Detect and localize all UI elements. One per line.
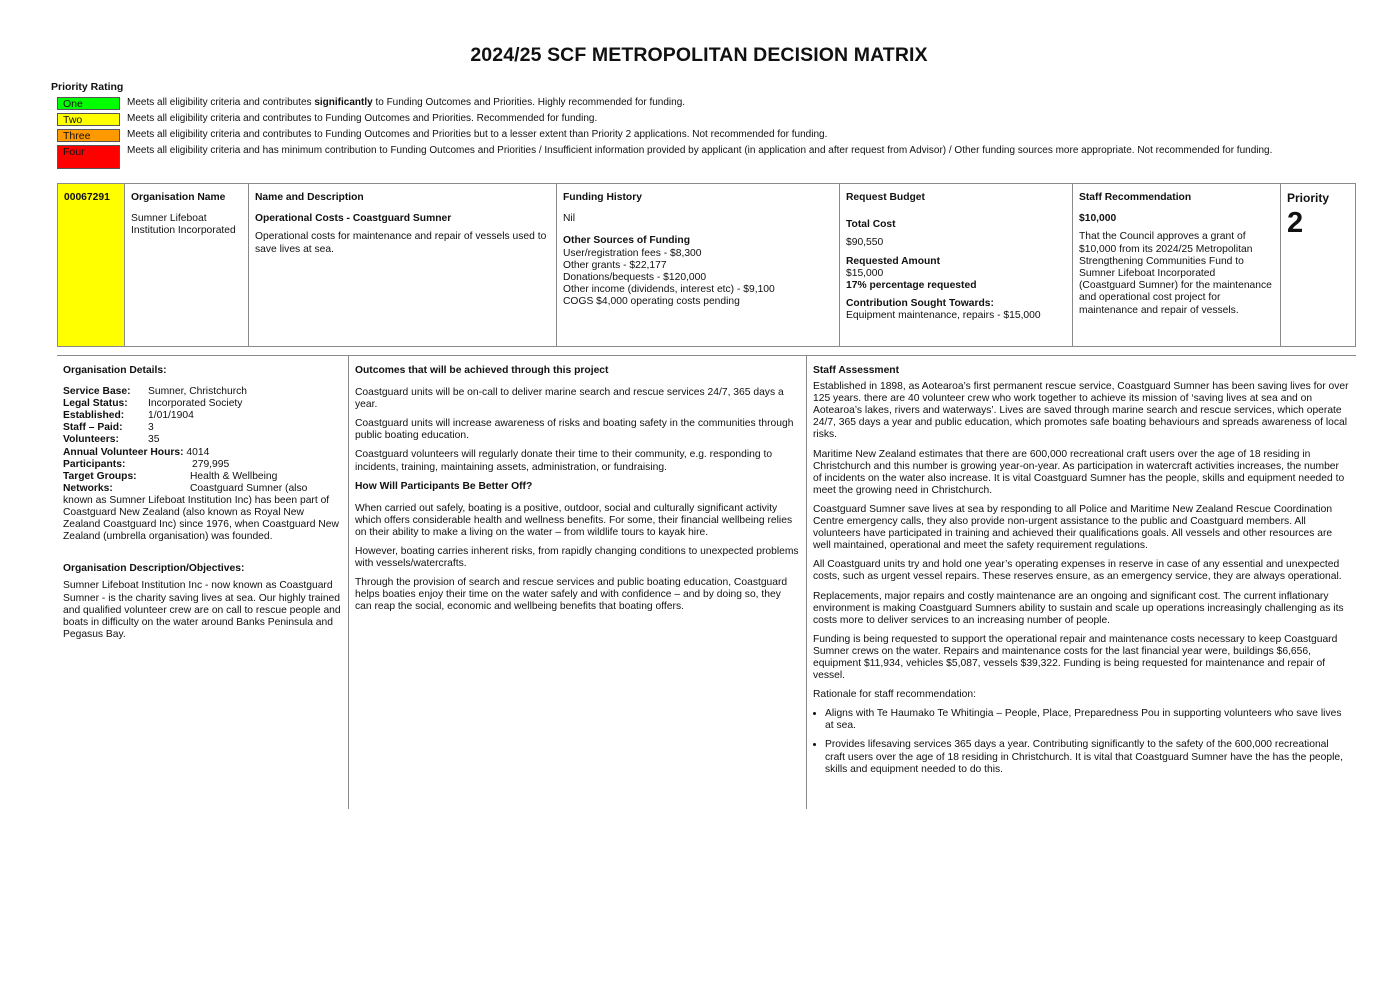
volunteers: 35 (148, 434, 160, 446)
project-name: Operational Costs - Coastguard Sumner (255, 213, 452, 225)
outcome-item: Coastguard units will be on-call to deliver marine search and rescue services 24/7, 365 days a year. (355, 387, 784, 411)
legend-swatch-one: One (57, 97, 120, 110)
staff-row: Staff – Paid: 3 (63, 422, 154, 434)
established: 1/01/1904 (148, 410, 194, 422)
org-details-heading: Organisation Details: (63, 365, 167, 376)
assessment-paragraph: Maritime New Zealand estimates that there are 600,000 recreational craft users over the age of 18 residing in Christchurch and this number is growing year-on-year. As participation in watercraft activities increases, the number of incidents on the water also increase. It is vital Coastguard Sumner has the people, skills and equipment needed to meet the growing need in Christchurch. (813, 448, 1345, 496)
networks-first: Coastguard Sumner (also (190, 482, 308, 494)
legend-swatch-two: Two (57, 113, 120, 126)
details-section (57, 355, 1356, 809)
legend-row-two (57, 113, 1317, 126)
description-cell (249, 184, 557, 346)
volunteer-hours: 4014 (186, 446, 210, 458)
target-groups-row: Target Groups: Health & Wellbeing (63, 470, 278, 482)
priority-value: 2 (1287, 207, 1304, 240)
volunteers-row: Volunteers: 35 (63, 434, 160, 446)
networks-rest: known as Sumner Lifeboat Institution Inc) has been part of Coastguard New Zealand (also known as Royal New Zealand Coastguard Inc) since 1976, when Coastguard New Zealand (umbrella organisation) was founded. (63, 494, 339, 543)
outcome-item: Coastguard volunteers will regularly donate their time to their community, e.g. responding to incidents, training, maintaining assets, administration, or fundraising. (355, 449, 773, 473)
other-source-item: Donations/bequests - $120,000 (563, 272, 707, 284)
legend-desc-four: Meets all eligibility criteria and has minimum contribution to Funding Outcomes and Priorities / Insufficient information provided by applicant (in application and after request from Advisor) / Other funding sources more appropriate. Not recommended for funding. (127, 145, 1273, 156)
staff-recommendation-heading: Staff Recommendation (1079, 192, 1192, 203)
rationale-item: • Aligns with Te Haumako Te Whitingia – People, Place, Preparedness Pou in supporting volunteers who save lives at sea. (825, 708, 1350, 732)
outcome-item: Coastguard units will increase awareness of risks and boating safety in the communities through public boating education. (355, 418, 794, 442)
budget-cell (840, 184, 1073, 346)
contribution-label: Contribution Sought Towards: (846, 298, 994, 310)
legend-row-three (57, 129, 1317, 142)
org-name: Sumner Lifeboat Institution Incorporated (131, 213, 236, 237)
requested-amount: $15,000 (846, 267, 884, 279)
participants: 279,995 (192, 458, 230, 470)
assessment-paragraph: Established in 1898, as Aotearoa’s first permanent rescue service, Coastguard Sumner has been saving lives for over 125 years. there are 40 volunteer crew who work together to achieve its mission of ‘saving lives at sea and on Aotearoa’s lakes, rivers and waterways’. Lives are saved through marine search and rescue services, which operate 24/7, 365 days a year and public education, which promotes safe boating behaviours and spreads awareness of local risks. (813, 381, 1349, 441)
assessment-paragraph: Funding is being requested to support the operational repair and maintenance costs necessary to keep Coastguard Sumner crews on the water. Repairs and maintenance costs for the last financial year were, buildings $6,656, equipment $11,934, vehicles $5,087, vessels $39,322. Funding is being requested for maintenance and repair of vessel. (813, 633, 1338, 682)
funding-cell (557, 184, 840, 346)
project-description: Operational costs for maintenance and repair of vessels used to save lives at sea. (255, 231, 547, 255)
application-table (57, 183, 1356, 347)
requested-amount-label: Requested Amount (846, 255, 941, 267)
established-row: Established: 1/01/1904 (63, 410, 194, 422)
better-off-item: Through the provision of search and rescue services and public boating education, Coastguard helps boaties enjoy their time on the water safely and with confidence – and by doing so, they can reap the social, economic and wellbeing benefits that boating offers. (355, 577, 788, 613)
staff-recommendation-text: That the Council approves a grant of $10,000 from its 2024/25 Metropolitan Strengthening Communities Fund to Sumner Lifeboat Incorporated (Coastguard Sumner) for the maintenance and operational cost project for maintenance and repair of vessels. (1079, 231, 1272, 316)
legend-row-one (57, 97, 1317, 110)
staff-paid: 3 (148, 422, 154, 434)
legend-swatch-four: Four (57, 145, 120, 169)
outcomes-column (349, 356, 807, 809)
legend-desc-one: Meets all eligibility criteria and contributes significantly to Funding Outcomes and Priorities. Highly recommended for funding. (127, 97, 686, 108)
priority-heading: Priority (1287, 191, 1330, 205)
target-groups: Health & Wellbeing (190, 470, 278, 482)
staff-assessment-column (807, 356, 1356, 809)
org-description-heading: Organisation Description/Objectives: (63, 563, 245, 575)
other-source-item: COGS $4,000 operating costs pending (563, 296, 740, 308)
staff-recommendation-amount: $10,000 (1079, 213, 1117, 225)
other-source-item: User/registration fees - $8,300 (563, 247, 702, 259)
better-off-item: When carried out safely, boating is a positive, outdoor, social and culturally significant activity which offers considerable health and wellness benefits. For some, their financial wellbeing relies on their ability to make a living on the water – from wildlife tours to kayak hire. (355, 502, 793, 538)
priority-cell (1281, 184, 1355, 346)
total-cost-label: Total Cost (846, 219, 896, 231)
request-budget-heading: Request Budget (846, 192, 925, 203)
outcomes-heading: Outcomes that will be achieved through this project (355, 365, 609, 376)
funding-history: Nil (563, 213, 576, 225)
staff-assessment-heading: Staff Assessment (813, 365, 900, 376)
assessment-paragraph: Coastguard Sumner save lives at sea by responding to all Police and Maritime New Zealand Rescue Coordination Centre emergency calls, they also provide non-urgent assistance to the public and Coastguard members. All volunteers have participated in training and achieved their qualifications goals. All vessels and other resources are well maintained, operational and meet the safety requirement regulations. (813, 503, 1333, 552)
contribution-sought: Equipment maintenance, repairs - $15,000 (846, 310, 1041, 322)
organisation-cell (125, 184, 249, 346)
service-base-row: Service Base: Sumner, Christchurch (63, 386, 248, 398)
participants-row: Participants: 279,995 (63, 458, 230, 470)
rationale-list (813, 708, 1350, 775)
legal-status-row: Legal Status: Incorporated Society (63, 398, 243, 410)
organisation-details-column (57, 356, 349, 809)
other-source-item: Other grants - $22,177 (563, 259, 667, 271)
assessment-paragraph: All Coastguard units try and hold one year’s operating expenses in reserve in case of any essential and unexpected costs, such as urgent vessel repairs. These reserves ensure, as an emergency service, they are always operational. (813, 559, 1342, 583)
percentage-requested: 17% percentage requested (846, 280, 977, 292)
priority-legend (57, 97, 1317, 172)
funding-history-heading: Funding History (563, 192, 642, 203)
priority-rating-heading: Priority Rating (51, 81, 124, 93)
legend-desc-three: Meets all eligibility criteria and contributes to Funding Outcomes and Priorities but to a lesser extent than Priority 2 applications. Not recommended for funding. (127, 129, 828, 140)
assessment-paragraph: Replacements, major repairs and costly maintenance are an ongoing and significant cost. The current inflationary environment is making Coastguard Sumners ability to sustain and scale up operations increasingly challenging as its costs more to deliver services to an increasing number of people. (813, 590, 1344, 626)
better-off-item: However, boating carries inherent risks, from rapidly changing conditions to unexpected problems with vessels/watercrafts. (355, 546, 799, 570)
legend-row-four (57, 145, 1317, 169)
legend-swatch-three: Three (57, 129, 120, 142)
name-description-heading: Name and Description (255, 192, 364, 203)
rationale-heading: Rationale for staff recommendation: (813, 689, 976, 701)
page-title: 2024/25 SCF METROPOLITAN DECISION MATRIX (470, 44, 928, 66)
better-off-heading: How Will Participants Be Better Off? (355, 480, 533, 492)
legal-status: Incorporated Society (148, 398, 243, 410)
application-id: 00067291 (58, 184, 125, 346)
org-description: Sumner Lifeboat Institution Inc - now known as Coastguard Sumner - is the charity saving lives at sea. Our highly trained and qualified volunteer crew are on call to rescue people and boats in difficulty on the water around Banks Peninsula and Pegasus Bay. (63, 580, 341, 640)
other-source-item: Other income (dividends, interest etc) - $9,100 (563, 284, 775, 296)
service-base: Sumner, Christchurch (148, 386, 248, 398)
total-cost: $90,550 (846, 237, 884, 249)
legend-desc-two: Meets all eligibility criteria and contributes to Funding Outcomes and Priorities. Recommended for funding. (127, 113, 598, 124)
rationale-item: • Provides lifesaving services 365 days a year. Contributing significantly to the safety of the 600,000 recreational craft users over the age of 18 residing in Christchurch. It is vital that Coastguard Sumner have the has the people, skills and equipment needed to do this. (825, 739, 1350, 775)
staff-recommendation-cell (1073, 184, 1281, 346)
other-sources-heading: Other Sources of Funding (563, 235, 690, 247)
org-name-heading: Organisation Name (131, 192, 226, 203)
hours-row: Annual Volunteer Hours: 4014 (63, 446, 210, 458)
networks-row: Networks: Coastguard Sumner (also (63, 482, 308, 494)
